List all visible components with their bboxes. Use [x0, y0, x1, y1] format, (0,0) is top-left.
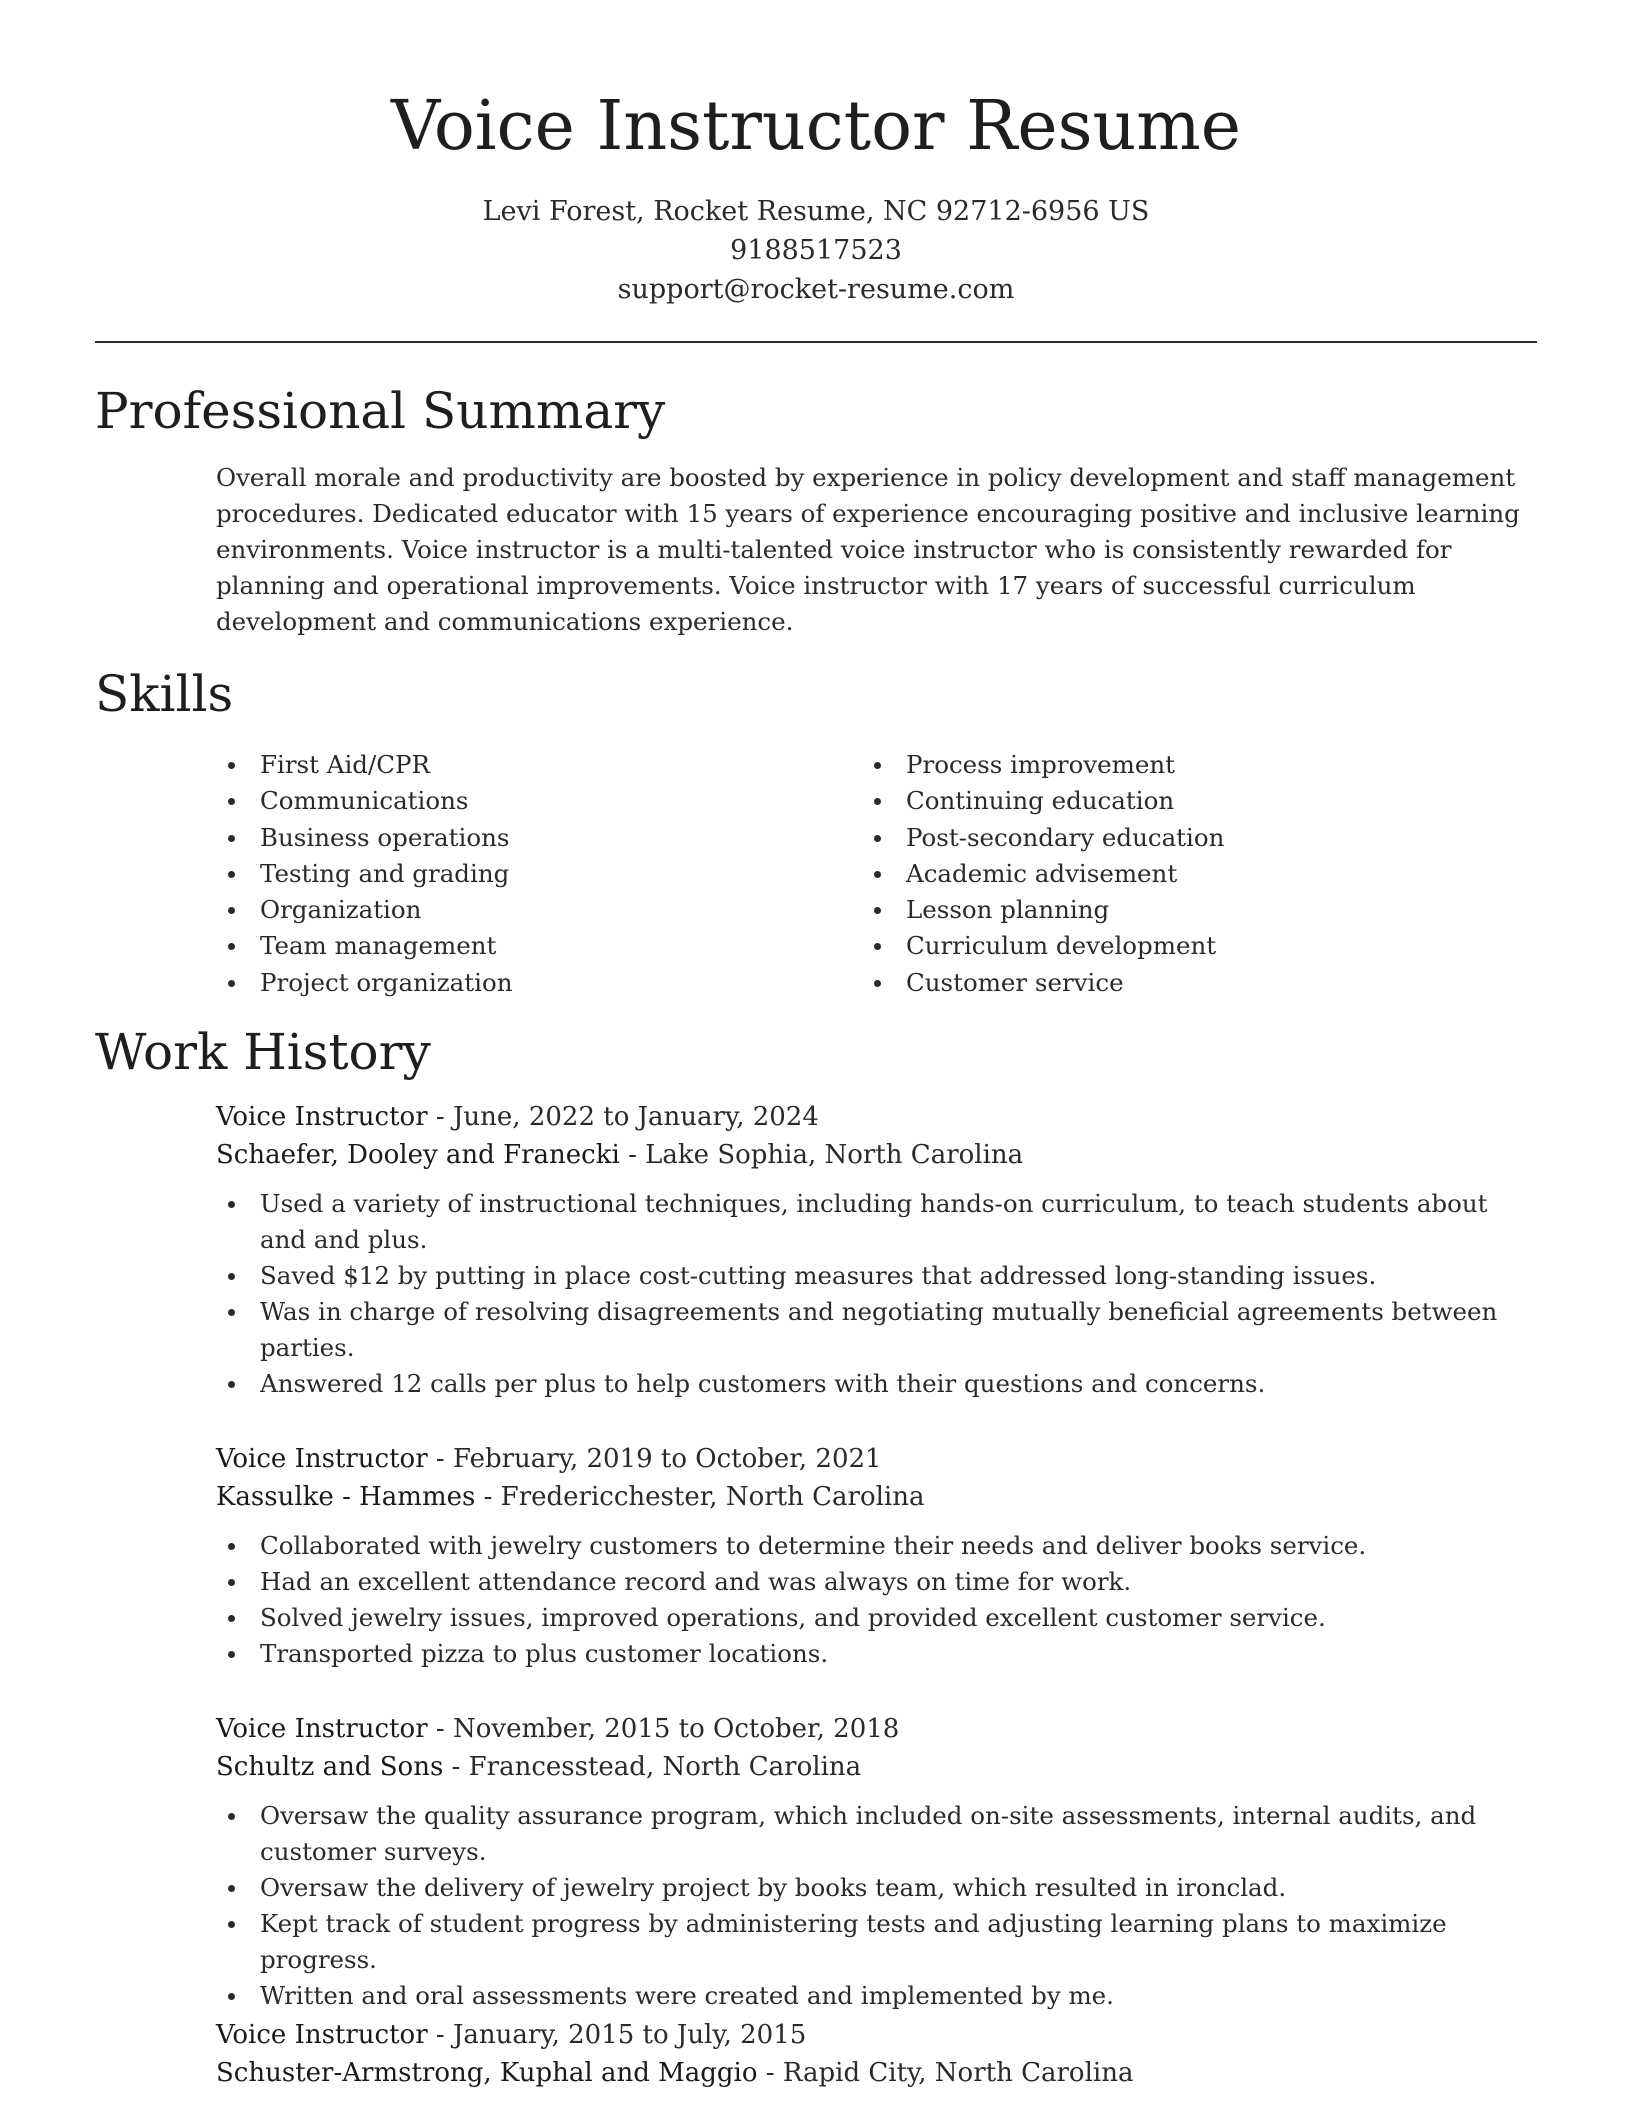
skill-item: Process improvement — [862, 747, 1522, 783]
job-title-line: Voice Instructor - January, 2015 to July, 2015 — [216, 2020, 807, 2050]
skill-item: Academic advisement — [862, 856, 1522, 892]
job-dates: February, 2019 to October, 2021 — [452, 1444, 882, 1474]
job-title: Voice Instructor — [216, 1714, 428, 1744]
job-company: Schultz and Sons — [216, 1752, 444, 1782]
job-company-line: Schuster-Armstrong, Kuphal and Maggio - Rapid City, North Carolina — [216, 2058, 1134, 2088]
job-entry — [216, 1098, 1536, 1402]
job-bullet: Had an excellent attendance record and was always on time for work. — [216, 1564, 1536, 1600]
job-bullet: Solved jewelry issues, improved operations, and provided excellent customer service. — [216, 1600, 1536, 1636]
skills-list-right — [862, 747, 1522, 1001]
job-bullet: Answered 12 calls per plus to help customers with their questions and concerns. — [216, 1366, 1536, 1402]
job-location: Lake Sophia, North Carolina — [645, 1140, 1024, 1170]
contact-address: Levi Forest, Rocket Resume, NC 92712-6956 US — [482, 196, 1150, 227]
job-company-line: Schultz and Sons - Francesstead, North Carolina — [216, 1752, 862, 1782]
skills-heading: Skills — [95, 665, 234, 723]
job-dates: January, 2015 to July, 2015 — [452, 2020, 807, 2050]
skills-list-left — [216, 747, 836, 1001]
job-bullet: Oversaw the delivery of jewelry project by books team, which resulted in ironclad. — [216, 1870, 1536, 1906]
job-title-line: Voice Instructor - November, 2015 to October, 2018 — [216, 1714, 900, 1744]
skill-item: Team management — [216, 928, 836, 964]
skill-item: Testing and grading — [216, 856, 836, 892]
skill-item: Project organization — [216, 965, 836, 1001]
job-location: Fredericchester, North Carolina — [500, 1482, 925, 1512]
skill-item: Post-secondary education — [862, 820, 1522, 856]
job-bullet: Saved $12 by putting in place cost-cutting measures that addressed long-standing issues. — [216, 1258, 1536, 1294]
contact-block — [0, 192, 1632, 309]
job-title: Voice Instructor — [216, 2020, 428, 2050]
job-bullets — [216, 1528, 1536, 1672]
job-bullet: Collaborated with jewelry customers to determine their needs and deliver books service. — [216, 1528, 1536, 1564]
job-bullet: Oversaw the quality assurance program, which included on-site assessments, internal audits, and customer surveys. — [216, 1798, 1536, 1870]
job-company: Schuster-Armstrong, Kuphal and Maggio — [216, 2058, 758, 2088]
job-entry — [216, 1440, 1536, 1672]
job-title: Voice Instructor — [216, 1444, 428, 1474]
contact-email: support@rocket-resume.com — [617, 274, 1015, 305]
header-divider — [95, 341, 1537, 343]
resume-title: Voice Instructor Resume — [391, 87, 1241, 166]
job-bullet: Transported pizza to plus customer locations. — [216, 1636, 1536, 1672]
skill-item: Communications — [216, 783, 836, 819]
job-title-line: Voice Instructor - June, 2022 to January, 2024 — [216, 1102, 819, 1132]
skill-item: Continuing education — [862, 783, 1522, 819]
job-location: Francesstead, North Carolina — [468, 1752, 862, 1782]
job-entry — [216, 2016, 1536, 2092]
job-title-line: Voice Instructor - February, 2019 to October, 2021 — [216, 1444, 882, 1474]
skill-item: First Aid/CPR — [216, 747, 836, 783]
job-location: Rapid City, North Carolina — [782, 2058, 1134, 2088]
skill-item: Lesson planning — [862, 892, 1522, 928]
skill-item: Customer service — [862, 965, 1522, 1001]
job-entry — [216, 1710, 1536, 2014]
job-dates: November, 2015 to October, 2018 — [452, 1714, 900, 1744]
skill-item: Business operations — [216, 820, 836, 856]
job-bullets — [216, 1798, 1536, 2014]
skill-item: Curriculum development — [862, 928, 1522, 964]
job-bullet: Was in charge of resolving disagreements and negotiating mutually beneficial agreements between parties. — [216, 1294, 1536, 1366]
skill-item: Organization — [216, 892, 836, 928]
job-bullet: Used a variety of instructional techniques, including hands-on curriculum, to teach students about and and plus. — [216, 1186, 1536, 1258]
summary-heading: Professional Summary — [95, 382, 666, 440]
job-bullet: Kept track of student progress by administering tests and adjusting learning plans to maximize progress. — [216, 1906, 1536, 1978]
job-bullets — [216, 1186, 1536, 1402]
work-history-heading: Work History — [95, 1023, 431, 1081]
job-dates: June, 2022 to January, 2024 — [452, 1102, 819, 1132]
job-company-line: Schaefer, Dooley and Franecki - Lake Sophia, North Carolina — [216, 1140, 1024, 1170]
job-company: Schaefer, Dooley and Franecki — [216, 1140, 620, 1170]
job-company-line: Kassulke - Hammes - Fredericchester, North Carolina — [216, 1482, 925, 1512]
job-bullet: Written and oral assessments were created and implemented by me. — [216, 1978, 1536, 2014]
summary-text: Overall morale and productivity are boosted by experience in policy development and staff management procedures. Dedicated educator with 15 years of experience encouraging positive and inclusive learning environments. Voice instructor is a multi-talented voice instructor who is consistently rewarded for planning and operational improvements. Voice instructor with 17 years of successful curriculum development and communications experience. — [216, 463, 1520, 636]
job-company: Kassulke - Hammes — [216, 1482, 476, 1512]
contact-phone: 9188517523 — [730, 235, 902, 266]
job-title: Voice Instructor — [216, 1102, 428, 1132]
